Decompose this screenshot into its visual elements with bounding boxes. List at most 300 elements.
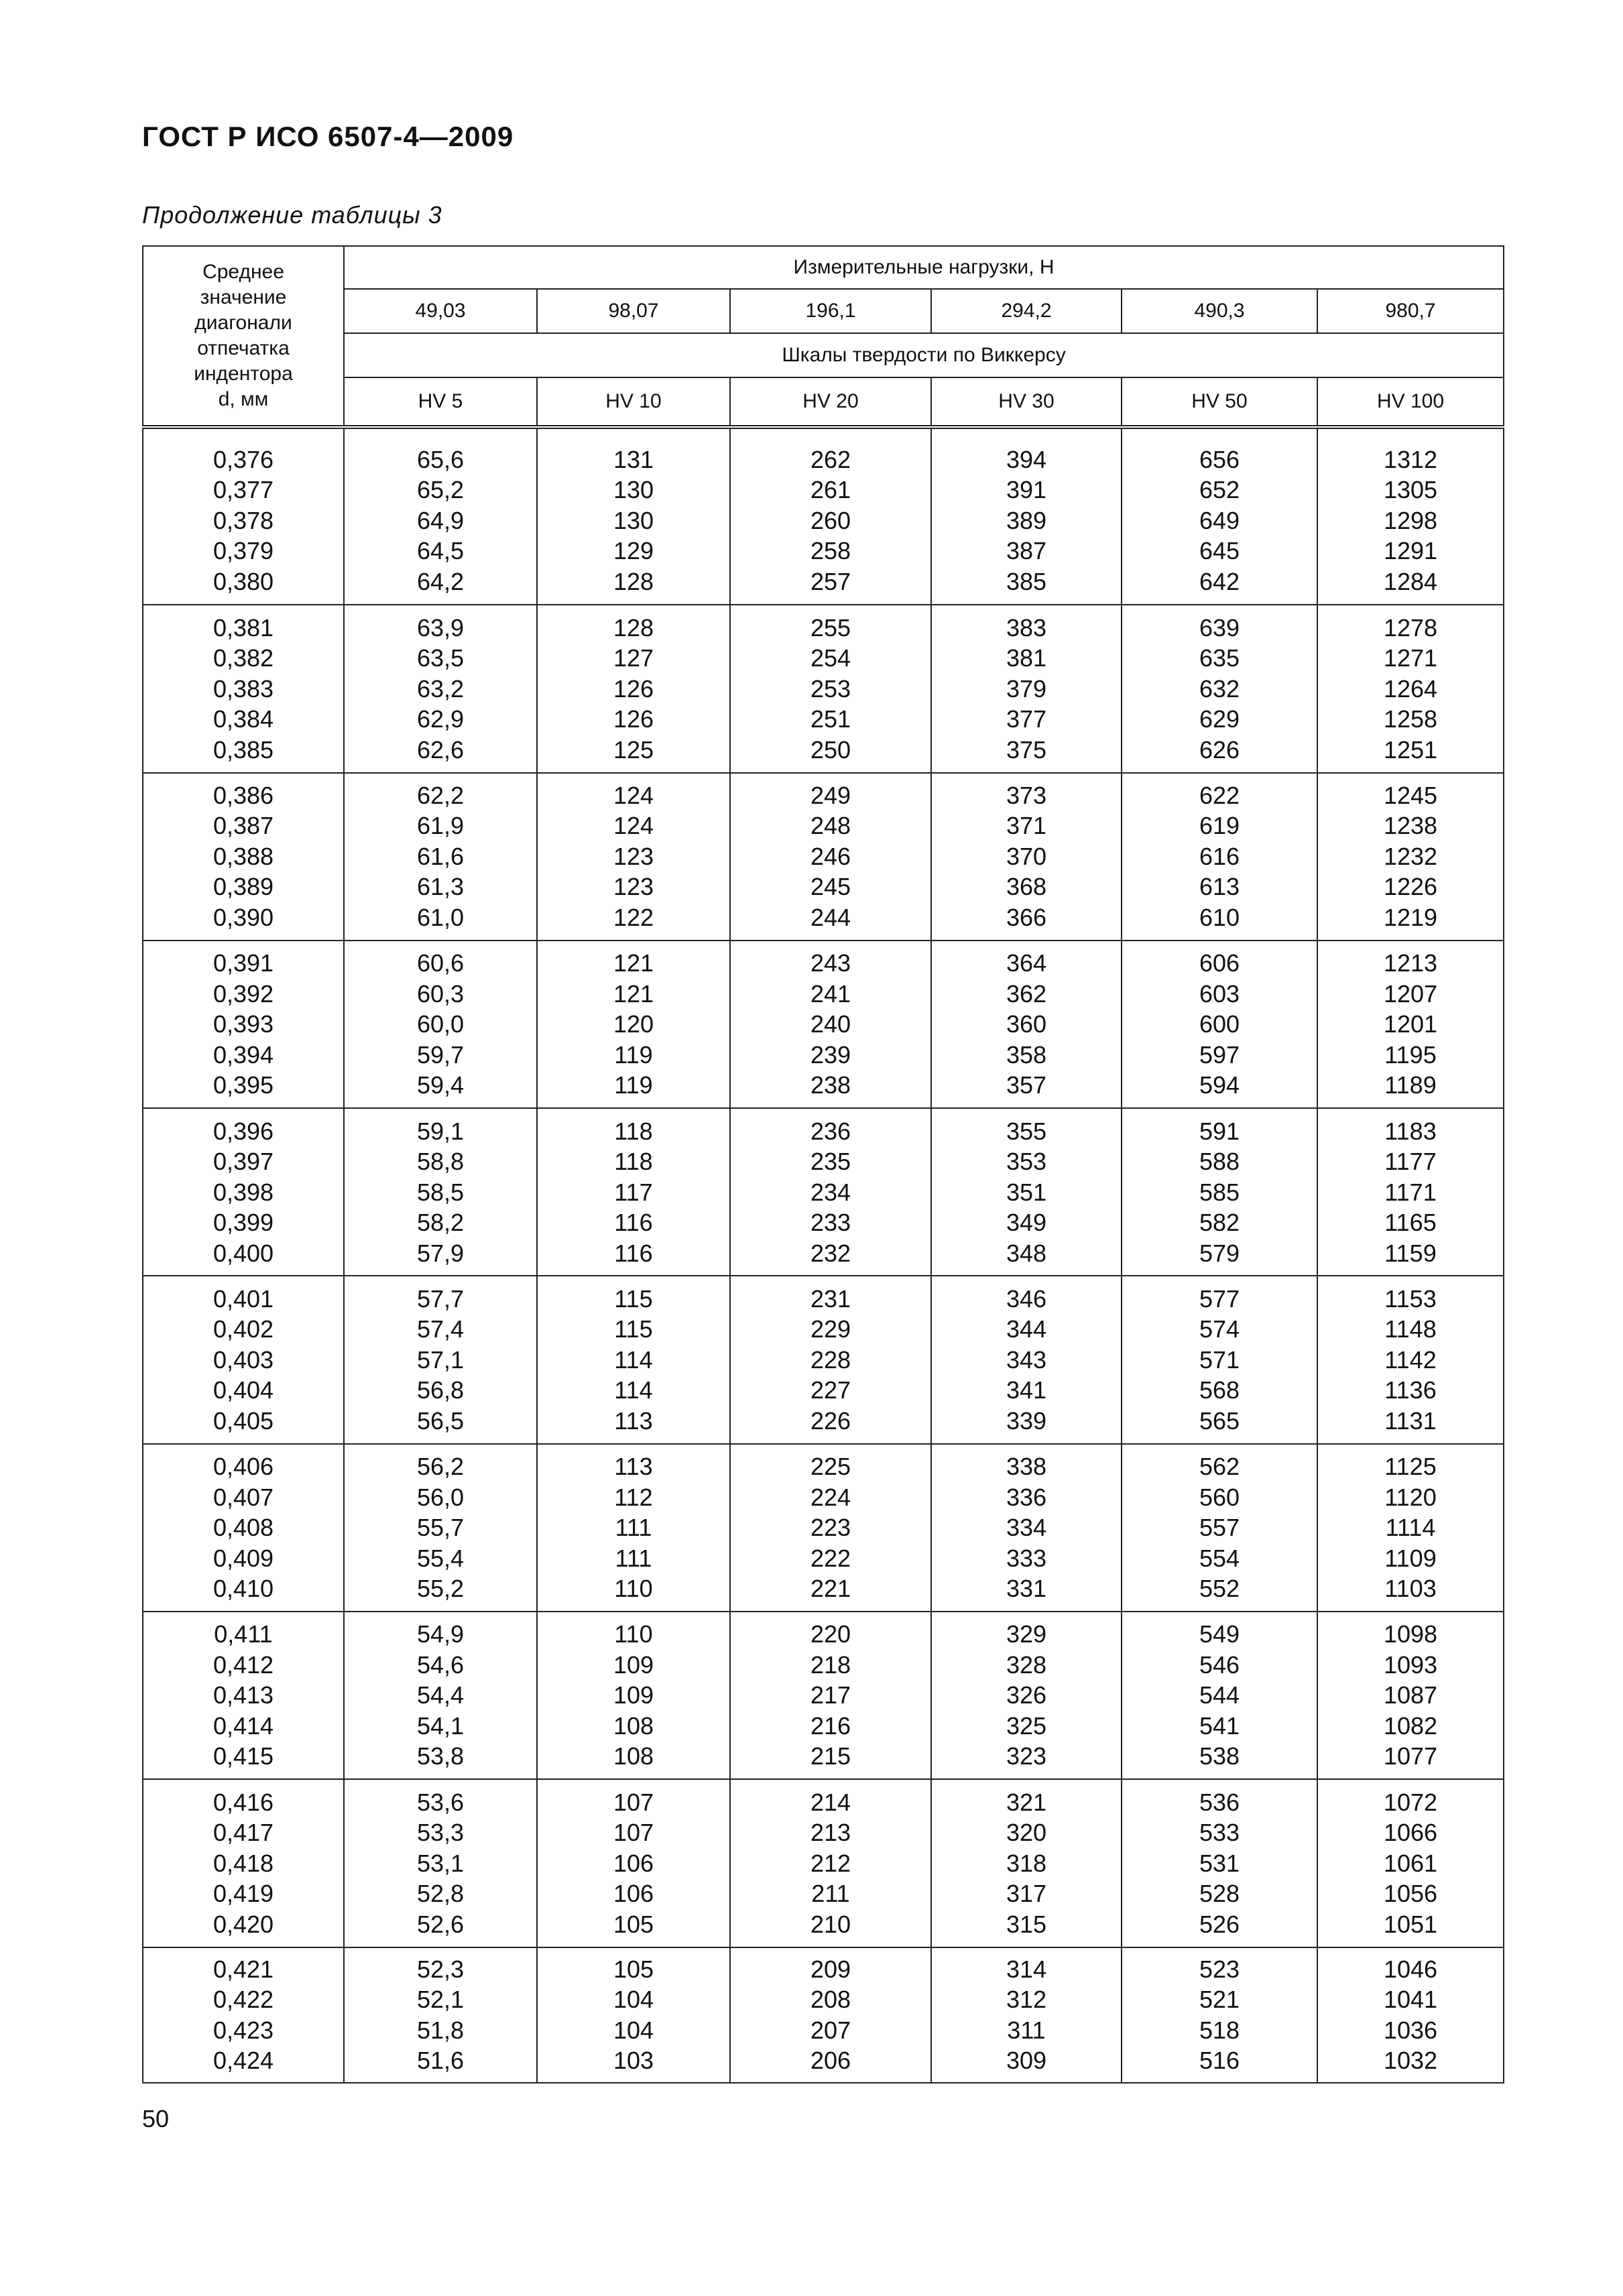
hv100-cell	[1317, 605, 1504, 772]
hv10-value: 108	[613, 1742, 654, 1770]
hv100-value: 1114	[1385, 1514, 1436, 1542]
hv100-value: 1183	[1384, 1117, 1437, 1145]
hv20-value: 211	[811, 1880, 850, 1908]
load-cell: 98,07	[537, 289, 730, 333]
hv100-value: 1159	[1384, 1239, 1437, 1267]
hv30-value: 314	[1006, 1955, 1047, 1983]
hv30-cell	[931, 605, 1122, 772]
hv20-value: 250	[810, 735, 851, 764]
hv100-value: 1177	[1384, 1148, 1437, 1176]
hv100-value: 1258	[1383, 705, 1438, 733]
hv50-value: 588	[1199, 1148, 1240, 1176]
hv10-value: 107	[613, 1788, 654, 1816]
hv5-value: 59,4	[416, 1071, 465, 1099]
hv100-value: 1051	[1383, 1910, 1438, 1938]
hv20-value: 214	[810, 1788, 851, 1816]
hv30-value: 325	[1006, 1711, 1047, 1740]
load-cell: 294,2	[931, 289, 1122, 333]
hv10-value: 119	[614, 1071, 653, 1099]
hv10-value: 130	[613, 506, 654, 534]
scale-cell: HV 100	[1317, 377, 1504, 427]
stub-header-line: Среднее	[202, 261, 284, 283]
hv50-value: 528	[1199, 1880, 1240, 1908]
hv50-value: 562	[1199, 1453, 1240, 1481]
hv30-value: 311	[1007, 2016, 1046, 2044]
hv100-value: 1120	[1384, 1483, 1437, 1511]
hv5-cell	[344, 1947, 537, 2083]
hv5-value: 61,6	[416, 842, 465, 870]
stub-header	[143, 246, 344, 427]
hv10-value: 106	[613, 1849, 654, 1877]
table-row-group	[143, 941, 1504, 1108]
hv50-cell	[1122, 1444, 1317, 1612]
hv50-value: 574	[1199, 1315, 1240, 1343]
hv30-value: 355	[1006, 1117, 1047, 1145]
hv20-cell	[730, 1779, 931, 1947]
hv30-value: 339	[1006, 1406, 1047, 1435]
hv10-value: 130	[613, 476, 654, 504]
hv100-value: 1264	[1383, 674, 1438, 703]
hv20-value: 227	[810, 1376, 851, 1404]
hv10-value: 125	[613, 735, 654, 764]
hv10-value: 111	[615, 1514, 652, 1542]
hv100-value: 1271	[1383, 644, 1438, 672]
hv50-value: 597	[1199, 1040, 1240, 1069]
hv5-value: 56,8	[416, 1376, 465, 1404]
hv100-cell	[1317, 1779, 1504, 1947]
hv50-value: 541	[1199, 1711, 1240, 1740]
hv30-value: 323	[1006, 1742, 1047, 1770]
diagonal-value: 0,412	[213, 1650, 274, 1679]
hv10-value: 107	[613, 1819, 654, 1847]
hv20-value: 243	[810, 949, 851, 977]
hv10-cell	[537, 1612, 730, 1779]
hv5-value: 55,2	[416, 1575, 465, 1603]
hv10-value: 118	[614, 1117, 653, 1145]
page-number: 50	[142, 2105, 170, 2132]
diagonal-value: 0,388	[213, 842, 274, 870]
hv100-cell	[1317, 437, 1504, 605]
hv100-value: 1032	[1383, 2047, 1438, 2075]
hv5-cell	[344, 437, 537, 605]
hv10-value: 128	[613, 567, 654, 595]
hv50-cell	[1122, 1779, 1317, 1947]
hv100-value: 1036	[1383, 2016, 1438, 2044]
hv50-value: 629	[1199, 705, 1240, 733]
hv30-value: 362	[1006, 979, 1047, 1008]
diagonal-value: 0,403	[213, 1345, 274, 1374]
hv50-value: 536	[1199, 1788, 1240, 1816]
hv100-value: 1136	[1384, 1376, 1437, 1404]
hv5-value: 53,1	[416, 1849, 465, 1877]
hv50-value: 577	[1199, 1284, 1240, 1313]
hv5-value: 58,5	[416, 1178, 465, 1206]
hv100-value: 1207	[1383, 979, 1438, 1008]
hv50-cell	[1122, 1612, 1317, 1779]
hv50-value: 565	[1199, 1406, 1240, 1435]
table-row-group	[143, 773, 1504, 941]
hv50-value: 557	[1199, 1514, 1240, 1542]
hv5-value: 61,9	[416, 812, 465, 840]
hv30-value: 364	[1006, 949, 1047, 977]
scales-header: Шкалы твердости по Виккерсу	[344, 333, 1504, 377]
hv50-value: 652	[1199, 476, 1240, 504]
hv20-value: 246	[810, 842, 851, 870]
hv10-cell	[537, 941, 730, 1108]
scale-cell: HV 5	[344, 377, 537, 427]
hv20-value: 234	[810, 1178, 851, 1206]
diagonal-value: 0,407	[213, 1483, 274, 1511]
hv50-value: 606	[1199, 949, 1240, 977]
hv10-value: 108	[613, 1711, 654, 1740]
hv100-cell	[1317, 1276, 1504, 1443]
diagonal-cell	[143, 1108, 344, 1276]
hv20-value: 208	[810, 1986, 851, 2014]
hv30-value: 389	[1006, 506, 1047, 534]
hv10-value: 105	[613, 1955, 654, 1983]
hv30-cell	[931, 941, 1122, 1108]
hv10-value: 105	[613, 1910, 654, 1938]
hv10-value: 117	[614, 1178, 653, 1206]
hv5-value: 53,3	[416, 1819, 465, 1847]
hv30-cell	[931, 773, 1122, 941]
hv5-cell	[344, 605, 537, 772]
hv30-value: 366	[1006, 903, 1047, 931]
diagonal-value: 0,391	[213, 949, 274, 977]
hv50-value: 538	[1199, 1742, 1240, 1770]
hv100-value: 1041	[1383, 1986, 1438, 2014]
diagonal-value: 0,416	[213, 1788, 274, 1816]
table-row-group	[143, 1947, 1504, 2083]
hv100-cell	[1317, 1444, 1504, 1612]
hv5-value: 57,7	[416, 1284, 465, 1313]
diagonal-value: 0,387	[213, 812, 274, 840]
hv100-value: 1201	[1383, 1010, 1438, 1038]
hv20-cell	[730, 1947, 931, 2083]
table-row-group	[143, 1108, 1504, 1276]
hv100-value: 1066	[1383, 1819, 1438, 1847]
hv30-value: 336	[1006, 1483, 1047, 1511]
hv5-value: 51,6	[416, 2047, 465, 2075]
table-row-group	[143, 1779, 1504, 1947]
hv30-value: 348	[1006, 1239, 1047, 1267]
hv5-value: 57,4	[416, 1315, 465, 1343]
hv20-value: 228	[810, 1345, 851, 1374]
scales-row	[143, 377, 1504, 427]
hv5-value: 54,1	[416, 1711, 465, 1740]
hardness-table	[142, 245, 1504, 2083]
hv5-value: 55,7	[416, 1514, 465, 1542]
hv50-value: 616	[1199, 842, 1240, 870]
hv30-value: 375	[1006, 735, 1047, 764]
hv100-value: 1291	[1383, 537, 1438, 565]
diagonal-value: 0,385	[213, 735, 274, 764]
hv5-value: 65,6	[416, 445, 465, 473]
hv50-value: 645	[1199, 537, 1240, 565]
hv100-value: 1171	[1384, 1178, 1437, 1206]
hv30-value: 373	[1006, 781, 1047, 809]
hv5-value: 52,1	[416, 1986, 465, 2014]
load-cell: 196,1	[730, 289, 931, 333]
hv5-value: 60,3	[416, 979, 465, 1008]
hv20-value: 240	[810, 1010, 851, 1038]
hv20-value: 206	[810, 2047, 851, 2075]
hv5-value: 63,9	[416, 613, 465, 642]
table-row-group	[143, 1444, 1504, 1612]
hv100-value: 1148	[1384, 1315, 1437, 1343]
loads-header: Измерительные нагрузки, Н	[344, 246, 1504, 289]
hv100-value: 1226	[1383, 873, 1438, 901]
hv10-value: 123	[613, 873, 654, 901]
hv30-value: 349	[1006, 1209, 1047, 1237]
hv10-cell	[537, 1779, 730, 1947]
hv10-value: 131	[613, 445, 654, 473]
hv50-value: 531	[1199, 1849, 1240, 1877]
hv20-value: 260	[810, 506, 851, 534]
hv30-value: 333	[1006, 1544, 1047, 1572]
hv30-value: 351	[1006, 1178, 1047, 1206]
diagonal-value: 0,376	[213, 445, 274, 473]
diagonal-value: 0,419	[213, 1880, 274, 1908]
hv5-cell	[344, 1444, 537, 1612]
hv20-value: 241	[810, 979, 851, 1008]
hv50-value: 526	[1199, 1910, 1240, 1938]
hv5-value: 60,6	[416, 949, 465, 977]
hv5-value: 63,5	[416, 644, 465, 672]
hv20-value: 233	[810, 1209, 851, 1237]
hv50-value: 516	[1199, 2047, 1240, 2075]
table-row-group	[143, 1276, 1504, 1443]
hv20-value: 262	[810, 445, 851, 473]
hv50-value: 591	[1199, 1117, 1240, 1145]
hv10-value: 109	[613, 1681, 654, 1709]
scale-cell: HV 30	[931, 377, 1122, 427]
hv20-value: 249	[810, 781, 851, 809]
hv5-value: 60,0	[416, 1010, 465, 1038]
hv100-value: 1189	[1384, 1071, 1437, 1099]
hv100-value: 1232	[1383, 842, 1438, 870]
hv5-value: 52,3	[416, 1955, 465, 1983]
hv10-value: 110	[614, 1620, 653, 1648]
diagonal-value: 0,402	[213, 1315, 274, 1343]
hv5-value: 63,2	[416, 674, 465, 703]
hv5-value: 53,6	[416, 1788, 465, 1816]
hv30-cell	[931, 1444, 1122, 1612]
hv20-value: 251	[810, 705, 851, 733]
hv100-cell	[1317, 1947, 1504, 2083]
hv20-cell	[730, 1108, 931, 1276]
hv30-value: 312	[1006, 1986, 1047, 2014]
hv30-value: 334	[1006, 1514, 1047, 1542]
hv5-value: 61,0	[416, 903, 465, 931]
hv20-value: 220	[810, 1620, 851, 1648]
diagonal-value: 0,390	[213, 903, 274, 931]
hv20-value: 254	[810, 644, 851, 672]
hv30-value: 394	[1006, 445, 1047, 473]
hv30-value: 331	[1006, 1575, 1047, 1603]
diagonal-value: 0,393	[213, 1010, 274, 1038]
hv20-value: 239	[810, 1040, 851, 1069]
hv100-value: 1103	[1384, 1575, 1437, 1603]
hv100-value: 1238	[1383, 812, 1438, 840]
hv100-value: 1072	[1383, 1788, 1438, 1816]
diagonal-value: 0,397	[213, 1148, 274, 1176]
hv5-value: 64,5	[416, 537, 465, 565]
diagonal-value: 0,414	[213, 1711, 274, 1740]
diagonal-value: 0,398	[213, 1178, 274, 1206]
hv100-cell	[1317, 773, 1504, 941]
hv50-cell	[1122, 605, 1317, 772]
table-row-group	[143, 437, 1504, 605]
hv20-value: 231	[810, 1284, 851, 1313]
hv20-value: 207	[810, 2016, 851, 2044]
hv10-value: 104	[613, 1986, 654, 2014]
hv50-value: 649	[1199, 506, 1240, 534]
hv10-cell	[537, 437, 730, 605]
stub-header-line: индентора	[194, 363, 293, 385]
hv10-cell	[537, 605, 730, 772]
diagonal-value: 0,418	[213, 1849, 274, 1877]
hv10-value: 123	[613, 842, 654, 870]
diagonal-value: 0,389	[213, 873, 274, 901]
hv100-value: 1312	[1383, 445, 1438, 473]
hv20-value: 245	[810, 873, 851, 901]
diagonal-value: 0,409	[213, 1544, 274, 1572]
hv50-value: 549	[1199, 1620, 1240, 1648]
hv30-value: 381	[1006, 644, 1047, 672]
hv20-cell	[730, 1276, 931, 1443]
hv50-value: 613	[1199, 873, 1240, 901]
hv10-value: 113	[614, 1453, 653, 1481]
hv5-value: 51,8	[416, 2016, 465, 2044]
hv20-cell	[730, 941, 931, 1108]
hv20-value: 223	[810, 1514, 851, 1542]
diagonal-cell	[143, 437, 344, 605]
hv50-value: 546	[1199, 1650, 1240, 1679]
hv30-value: 387	[1006, 537, 1047, 565]
diagonal-value: 0,420	[213, 1910, 274, 1938]
hv100-cell	[1317, 941, 1504, 1108]
hv5-value: 54,4	[416, 1681, 465, 1709]
diagonal-cell	[143, 1444, 344, 1612]
hv100-value: 1098	[1383, 1620, 1438, 1648]
hv30-value: 343	[1006, 1345, 1047, 1374]
hv10-value: 110	[614, 1575, 653, 1603]
hv5-cell	[344, 941, 537, 1108]
hv20-value: 261	[810, 476, 851, 504]
hv30-value: 383	[1006, 613, 1047, 642]
diagonal-value: 0,423	[213, 2016, 274, 2044]
hv30-value: 357	[1006, 1071, 1047, 1099]
diagonal-value: 0,417	[213, 1819, 274, 1847]
hv20-cell	[730, 1612, 931, 1779]
hv50-value: 619	[1199, 812, 1240, 840]
hv30-cell	[931, 1779, 1122, 1947]
hv50-value: 523	[1199, 1955, 1240, 1983]
hv50-value: 642	[1199, 567, 1240, 595]
hv10-value: 126	[613, 674, 654, 703]
hv50-value: 521	[1199, 1986, 1240, 2014]
hv50-cell	[1122, 1947, 1317, 2083]
hv100-value: 1142	[1384, 1345, 1437, 1374]
hv50-value: 585	[1199, 1178, 1240, 1206]
diagonal-value: 0,411	[214, 1620, 273, 1648]
hv30-value: 328	[1006, 1650, 1047, 1679]
hv10-value: 124	[613, 812, 654, 840]
hv10-value: 115	[614, 1284, 653, 1313]
load-cell: 49,03	[344, 289, 537, 333]
hv50-value: 603	[1199, 979, 1240, 1008]
hv100-value: 1082	[1383, 1711, 1438, 1740]
hv100-value: 1093	[1383, 1650, 1438, 1679]
hv30-value: 320	[1006, 1819, 1047, 1847]
hv20-value: 221	[810, 1575, 851, 1603]
hv20-value: 248	[810, 812, 851, 840]
diagonal-value: 0,422	[213, 1986, 274, 2014]
hv5-value: 57,9	[416, 1239, 465, 1267]
hv10-cell	[537, 773, 730, 941]
document-title: ГОСТ Р ИСО 6507-4—2009	[142, 121, 514, 152]
hv20-cell	[730, 1444, 931, 1612]
hv100-value: 1298	[1383, 506, 1438, 534]
hv20-value: 232	[810, 1239, 851, 1267]
hv20-value: 229	[810, 1315, 851, 1343]
hv50-value: 571	[1199, 1345, 1240, 1374]
hv10-value: 106	[613, 1880, 654, 1908]
diagonal-value: 0,408	[213, 1514, 274, 1542]
hv50-value: 554	[1199, 1544, 1240, 1572]
hv50-value: 635	[1199, 644, 1240, 672]
diagonal-value: 0,386	[213, 781, 274, 809]
hv5-value: 64,2	[416, 567, 465, 595]
hv20-value: 244	[810, 903, 851, 931]
hv5-value: 59,1	[416, 1117, 465, 1145]
diagonal-value: 0,383	[213, 674, 274, 703]
hv50-value: 568	[1199, 1376, 1240, 1404]
hv10-value: 113	[614, 1406, 653, 1435]
diagonal-value: 0,384	[213, 705, 274, 733]
hv10-value: 114	[614, 1376, 653, 1404]
hv5-cell	[344, 1779, 537, 1947]
hv10-value: 111	[615, 1544, 652, 1572]
hv30-cell	[931, 437, 1122, 605]
hv50-cell	[1122, 1276, 1317, 1443]
stub-header-line: значение	[200, 286, 287, 308]
hv5-value: 62,9	[416, 705, 465, 733]
diagonal-cell	[143, 941, 344, 1108]
hv50-value: 552	[1199, 1575, 1240, 1603]
hv20-value: 215	[810, 1742, 851, 1770]
hv5-value: 53,8	[416, 1742, 465, 1770]
diagonal-value: 0,405	[213, 1406, 274, 1435]
hv50-value: 622	[1199, 781, 1240, 809]
hv10-value: 128	[613, 613, 654, 642]
hv5-cell	[344, 1276, 537, 1443]
hv20-value: 238	[810, 1071, 851, 1099]
hv50-value: 610	[1199, 903, 1240, 931]
hv20-value: 255	[810, 613, 851, 642]
diagonal-value: 0,401	[213, 1284, 274, 1313]
hv20-value: 235	[810, 1148, 851, 1176]
hv10-value: 120	[613, 1010, 654, 1038]
hv30-value: 379	[1006, 674, 1047, 703]
hv30-value: 315	[1006, 1910, 1047, 1938]
hv5-value: 56,0	[416, 1483, 465, 1511]
hv5-value: 64,9	[416, 506, 465, 534]
hv100-value: 1109	[1384, 1544, 1437, 1572]
hv10-value: 124	[613, 781, 654, 809]
hv30-value: 326	[1006, 1681, 1047, 1709]
